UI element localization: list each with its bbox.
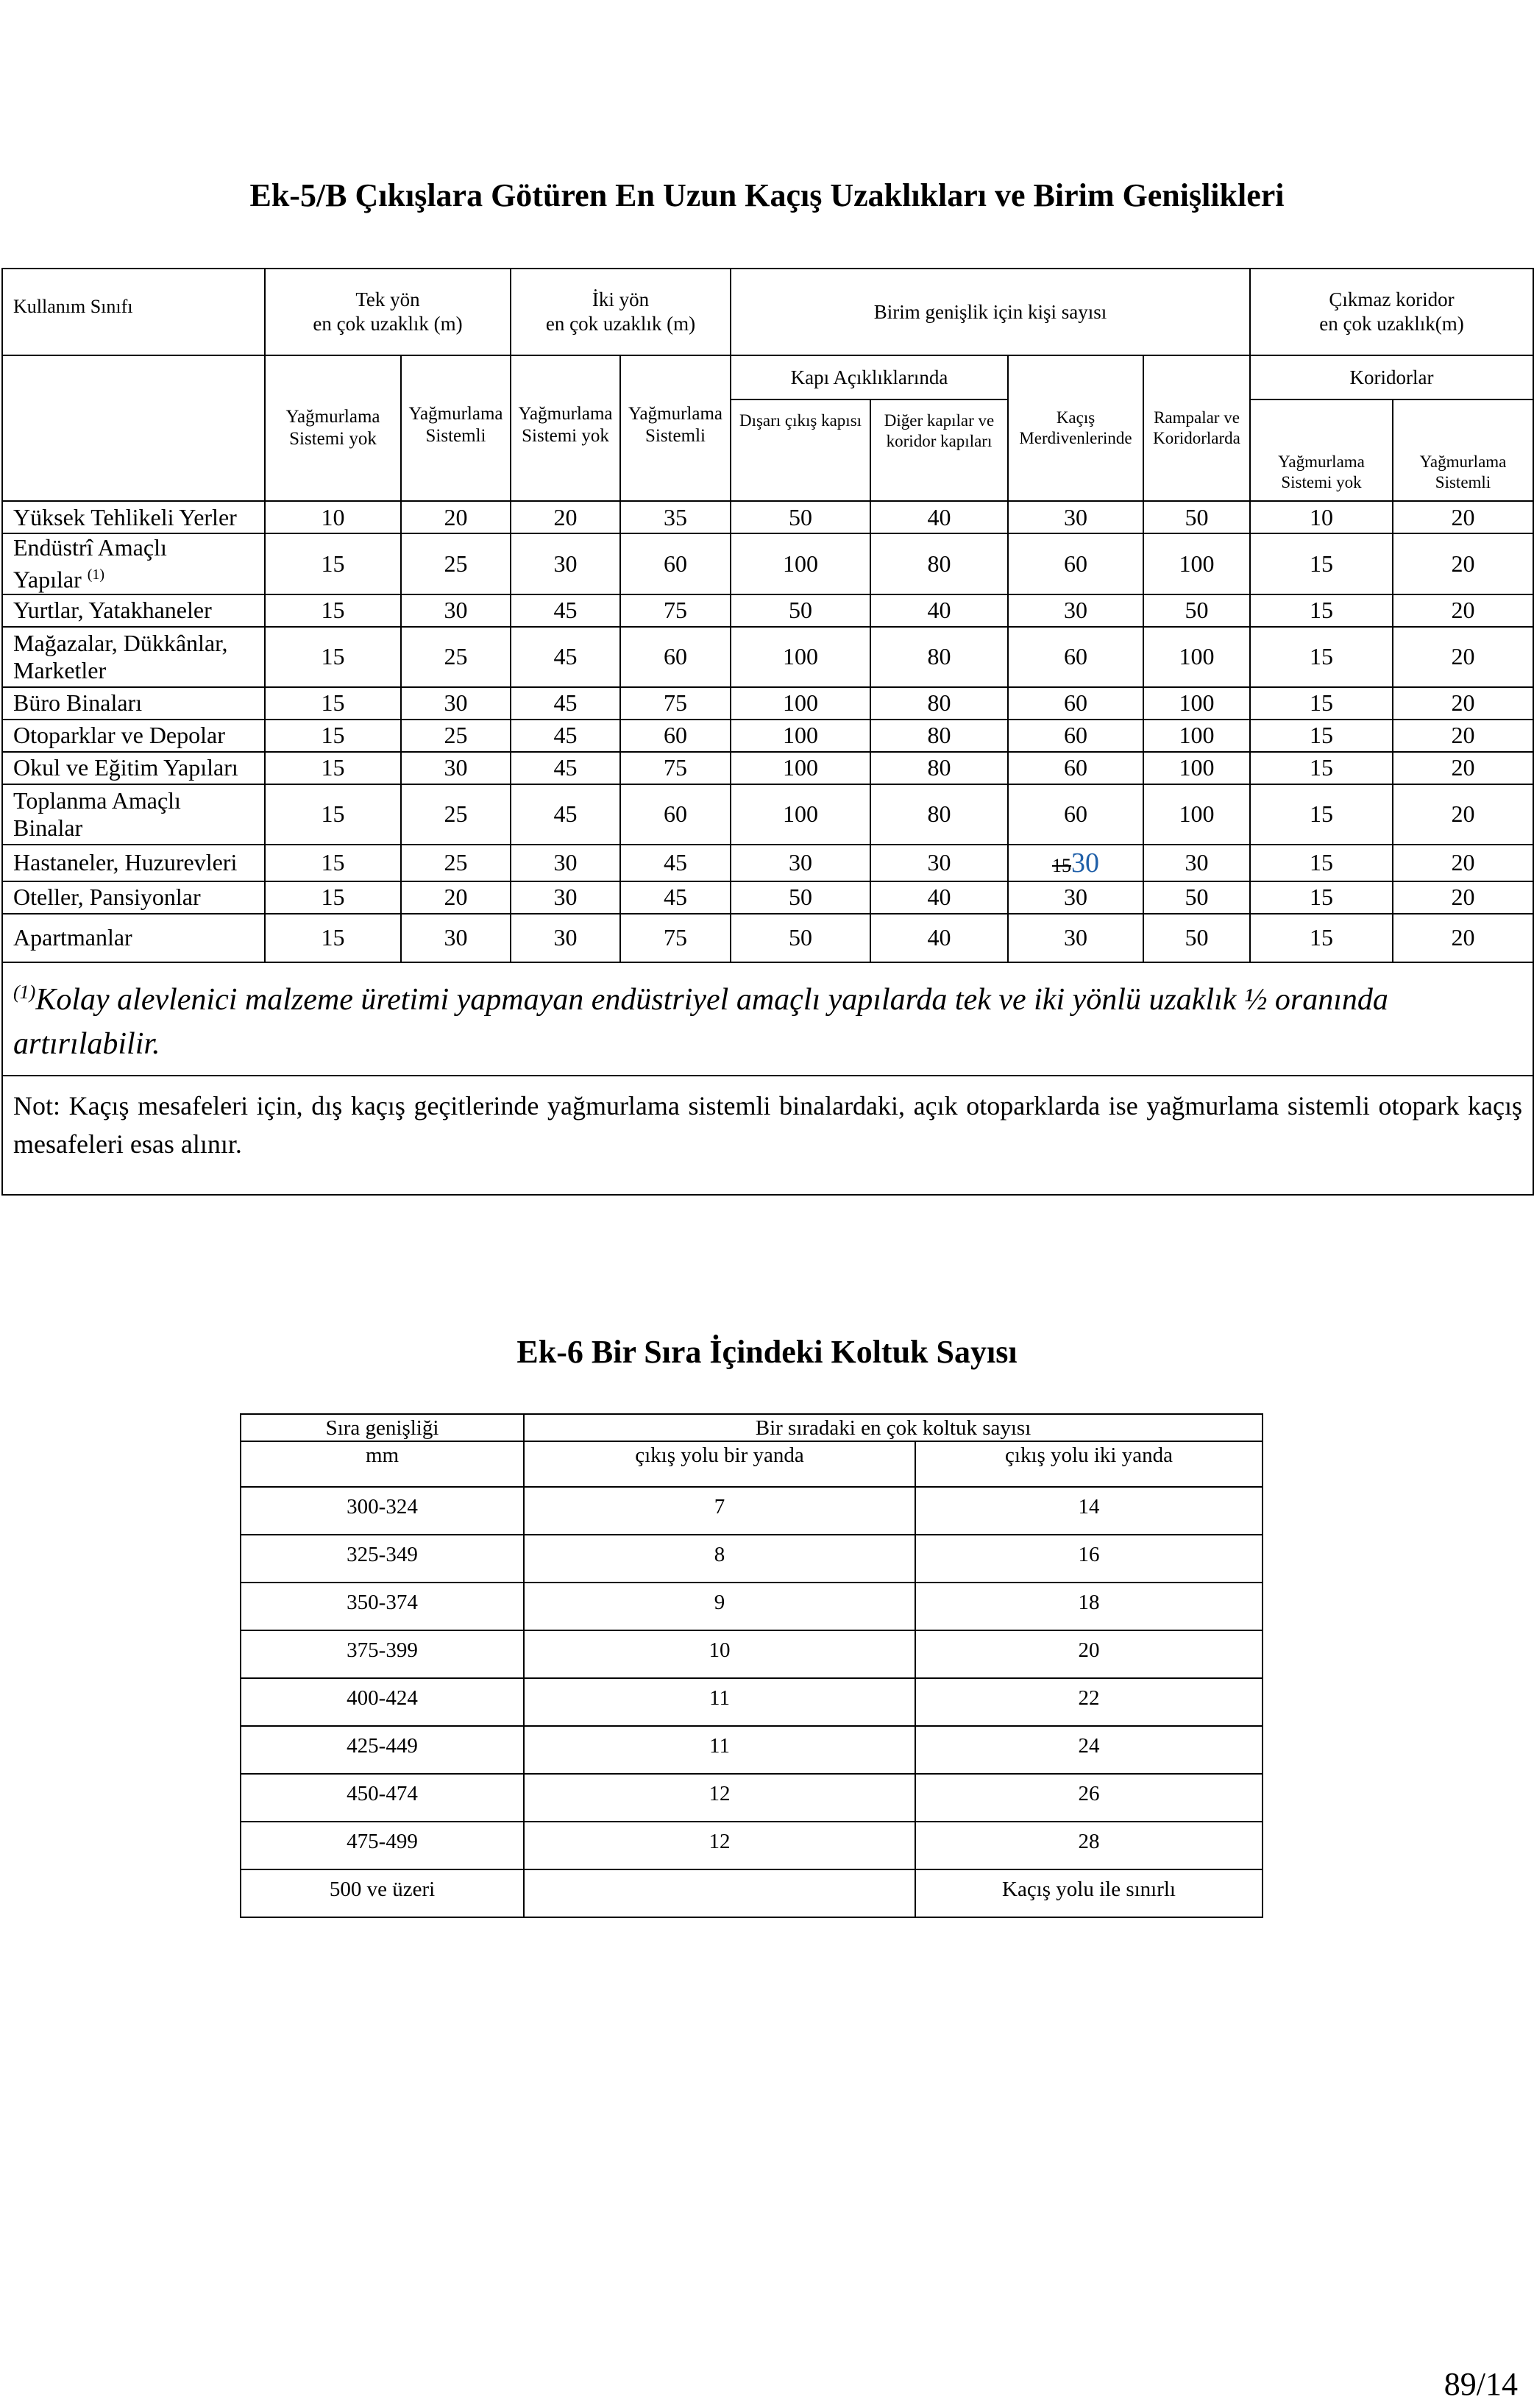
cell: 22 (915, 1678, 1263, 1726)
cell: 20 (1393, 627, 1533, 687)
cell: 25 (401, 845, 511, 881)
cell: 50 (1143, 501, 1250, 533)
table-row (2, 845, 1533, 881)
cell: 60 (1008, 533, 1143, 594)
annex-6-title: Ek-6 Bir Sıra İçindeki Koltuk Sayısı (516, 1334, 1018, 1370)
footnote-marker: (1) (87, 567, 105, 583)
header-no-sprinkler: Yağmurlama Sistemi yok (1250, 399, 1393, 501)
header-max-seats: Bir sıradaki en çok koltuk sayısı (524, 1414, 1263, 1441)
cell: 11 (524, 1678, 915, 1726)
cell: 45 (511, 784, 620, 845)
row-label: Büro Binaları (2, 687, 265, 720)
header-empty (2, 355, 265, 501)
cell: 25 (401, 627, 511, 687)
cell: 40 (870, 914, 1008, 962)
cell: 15 (265, 845, 401, 881)
cell: 15 (1250, 845, 1393, 881)
cell: 30 (1008, 501, 1143, 533)
cell: 45 (511, 627, 620, 687)
cell: 45 (511, 687, 620, 720)
table-row (241, 1583, 1263, 1630)
cell: 30 (870, 845, 1008, 881)
cell: 100 (731, 533, 870, 594)
header-sprinkler: Yağmurlama Sistemli (1393, 399, 1533, 501)
cell: 45 (620, 845, 731, 881)
table-row (2, 720, 1533, 752)
cell: 50 (731, 501, 870, 533)
cell: 75 (620, 752, 731, 784)
header-dead-end: Çıkmaz koridor en çok uzaklık(m) (1250, 269, 1533, 355)
cell: 20 (1393, 845, 1533, 881)
table-row (241, 1869, 1263, 1917)
cell: 20 (1393, 784, 1533, 845)
row-label: Otoparklar ve Depolar (2, 720, 265, 752)
header-unit-width: Birim genişlik için kişi sayısı (731, 269, 1250, 355)
cell: 50 (1143, 594, 1250, 627)
cell: 30 (511, 914, 620, 962)
header-sprinkler: Yağmurlama Sistemli (620, 355, 731, 501)
cell: 325-349 (241, 1535, 524, 1583)
table-row (2, 784, 1533, 845)
footnote: $^{(1)}$Kolay alevlenici malzeme üretimi yapmayan endüstriyel amaçlı yapılarda tek ve iki yönlü uzaklık ½ oranında artırılabilir. (2, 962, 1533, 1076)
row-label: Okul ve Eğitim Yapıları (2, 752, 265, 784)
cell: 15 (265, 627, 401, 687)
cell: 20 (1393, 752, 1533, 784)
table-row (2, 687, 1533, 720)
cell: 15 (265, 914, 401, 962)
cell: 50 (731, 914, 870, 962)
cell: 80 (870, 752, 1008, 784)
cell: 20 (401, 881, 511, 914)
header-corridors: Koridorlar (1250, 355, 1533, 399)
cell: 10 (524, 1630, 915, 1678)
cell: 15 (1250, 720, 1393, 752)
cell: 60 (620, 784, 731, 845)
cell: 20 (1393, 501, 1533, 533)
row-label: Yurtlar, Yatakhaneler (2, 594, 265, 627)
table-row (241, 1822, 1263, 1869)
cell: 80 (870, 533, 1008, 594)
cell: 45 (620, 881, 731, 914)
row-label: Hastaneler, Huzurevleri (2, 845, 265, 881)
row-label: Apartmanlar (2, 914, 265, 962)
cell: 50 (731, 881, 870, 914)
header-sprinkler: Yağmurlama Sistemli (401, 355, 511, 501)
cell: 30 (511, 533, 620, 594)
cell: 60 (1008, 720, 1143, 752)
table-row (2, 752, 1533, 784)
table-row (2, 914, 1533, 962)
cell: 9 (524, 1583, 915, 1630)
cell: 425-449 (241, 1726, 524, 1774)
row-label: Yüksek Tehlikeli Yerler (2, 501, 265, 533)
table-row (2, 594, 1533, 627)
cell: 475-499 (241, 1822, 524, 1869)
cell: 10 (1250, 501, 1393, 533)
cell: 8 (524, 1535, 915, 1583)
table-row (2, 627, 1533, 687)
cell: 60 (1008, 687, 1143, 720)
cell: 100 (1143, 687, 1250, 720)
cell: 26 (915, 1774, 1263, 1822)
cell: 80 (870, 720, 1008, 752)
cell: 60 (1008, 752, 1143, 784)
cell: 60 (620, 533, 731, 594)
cell: 15 (1250, 914, 1393, 962)
cell: 18 (915, 1583, 1263, 1630)
cell: 100 (1143, 752, 1250, 784)
cell: 12 (524, 1774, 915, 1822)
cell: 15 (265, 881, 401, 914)
cell: 100 (731, 752, 870, 784)
cell: 30 (511, 881, 620, 914)
cell: 80 (870, 687, 1008, 720)
cell: 375-399 (241, 1630, 524, 1678)
footnote-marker: (1) (13, 981, 36, 1003)
table-row (241, 1630, 1263, 1678)
cell: 45 (511, 752, 620, 784)
header-one-side: çıkış yolu bir yanda (524, 1441, 915, 1487)
table-row (2, 881, 1533, 914)
cell: 30 (401, 914, 511, 962)
cell: 60 (1008, 627, 1143, 687)
corrected-value: 30 (1071, 847, 1099, 878)
cell: 75 (620, 914, 731, 962)
cell: Kaçış yolu ile sınırlı (915, 1869, 1263, 1917)
cell: 30 (731, 845, 870, 881)
cell: 15 (265, 594, 401, 627)
cell: 30 (1008, 594, 1143, 627)
cell: 350-374 (241, 1583, 524, 1630)
cell: 35 (620, 501, 731, 533)
table-row (241, 1535, 1263, 1583)
cell: 80 (870, 784, 1008, 845)
header-ramps: Rampalar ve Koridorlarda (1143, 355, 1250, 501)
escape-distance-table (1, 268, 1534, 1196)
header-stairs: Kaçış Merdivenlerinde (1008, 355, 1143, 501)
cell: 75 (620, 594, 731, 627)
table-row (241, 1726, 1263, 1774)
cell: 30 (401, 594, 511, 627)
annex-5b-title: Ek-5/B Çıkışlara Götüren En Uzun Kaçış Uzaklıkları ve Birim Genişlikleri (249, 177, 1285, 213)
cell: 20 (1393, 533, 1533, 594)
cell: 50 (1143, 881, 1250, 914)
cell: 25 (401, 533, 511, 594)
header-no-sprinkler: Yağmurlama Sistemi yok (511, 355, 620, 501)
cell: 45 (511, 594, 620, 627)
cell: 100 (731, 627, 870, 687)
cell: 15 (1250, 881, 1393, 914)
cell: 20 (1393, 687, 1533, 720)
cell: 20 (1393, 881, 1533, 914)
cell: 30 (1143, 845, 1250, 881)
cell (524, 1869, 915, 1917)
table-row (241, 1678, 1263, 1726)
cell: 75 (620, 687, 731, 720)
cell: 15 (1250, 594, 1393, 627)
cell: 11 (524, 1726, 915, 1774)
cell: 15 (265, 687, 401, 720)
cell: 15 (265, 533, 401, 594)
cell: 100 (1143, 784, 1250, 845)
cell: 300-324 (241, 1487, 524, 1535)
cell: 60 (620, 627, 731, 687)
row-label: Oteller, Pansiyonlar (2, 881, 265, 914)
table-row (2, 501, 1533, 533)
header-exit-door: Dışarı çıkış kapısı (731, 399, 870, 501)
cell: 15 (1250, 687, 1393, 720)
header-no-sprinkler: Yağmurlama Sistemi yok (265, 355, 401, 501)
cell: 450-474 (241, 1774, 524, 1822)
cell: 15 (265, 784, 401, 845)
header-two-way: İki yön en çok uzaklık (m) (511, 269, 731, 355)
row-label: Mağazalar, Dükkânlar, Marketler (2, 627, 265, 687)
header-other-doors: Diğer kapılar ve koridor kapıları (870, 399, 1008, 501)
table-row (241, 1774, 1263, 1822)
cell: 50 (731, 594, 870, 627)
header-mm: mm (241, 1441, 524, 1487)
header-row-width: Sıra genişliği (241, 1414, 524, 1441)
seat-count-table (240, 1413, 1263, 1918)
cell: 30 (401, 687, 511, 720)
corrected-cell (1008, 845, 1143, 881)
cell: 20 (1393, 594, 1533, 627)
cell: 20 (1393, 914, 1533, 962)
cell: 25 (401, 720, 511, 752)
header-usage-class: Kullanım Sınıfı (2, 269, 265, 355)
cell: 12 (524, 1822, 915, 1869)
header-door-openings: Kapı Açıklıklarında (731, 355, 1008, 399)
cell: 15 (265, 720, 401, 752)
cell: 100 (1143, 627, 1250, 687)
cell: 24 (915, 1726, 1263, 1774)
row-label: Endüstrî Amaçlı Yapılar $^{(1)}$ (2, 533, 265, 594)
cell: 15 (1250, 533, 1393, 594)
row-label: Toplanma Amaçlı Binalar (2, 784, 265, 845)
cell: 15 (1250, 752, 1393, 784)
cell: 30 (511, 845, 620, 881)
cell: 25 (401, 784, 511, 845)
page-number: 89/14 (1444, 2366, 1518, 2402)
cell: 100 (1143, 720, 1250, 752)
cell: 28 (915, 1822, 1263, 1869)
cell: 16 (915, 1535, 1263, 1583)
cell: 15 (265, 752, 401, 784)
cell: 60 (1008, 784, 1143, 845)
cell: 400-424 (241, 1678, 524, 1726)
cell: 60 (620, 720, 731, 752)
cell: 500 ve üzeri (241, 1869, 524, 1917)
table-row (2, 533, 1533, 594)
cell: 20 (1393, 720, 1533, 752)
cell: 14 (915, 1487, 1263, 1535)
struck-value: 15 (1052, 854, 1071, 876)
table-row (241, 1487, 1263, 1535)
cell: 100 (731, 784, 870, 845)
cell: 20 (511, 501, 620, 533)
cell: 7 (524, 1487, 915, 1535)
cell: 50 (1143, 914, 1250, 962)
cell: 30 (1008, 881, 1143, 914)
header-two-sides: çıkış yolu iki yanda (915, 1441, 1263, 1487)
cell: 15 (1250, 784, 1393, 845)
cell: 40 (870, 594, 1008, 627)
cell: 30 (401, 752, 511, 784)
cell: 80 (870, 627, 1008, 687)
cell: 100 (731, 720, 870, 752)
cell: 40 (870, 501, 1008, 533)
cell: 100 (1143, 533, 1250, 594)
cell: 30 (1008, 914, 1143, 962)
cell: 20 (401, 501, 511, 533)
cell: 20 (915, 1630, 1263, 1678)
cell: 15 (1250, 627, 1393, 687)
cell: 40 (870, 881, 1008, 914)
cell: 100 (731, 687, 870, 720)
note: Not: Kaçış mesafeleri için, dış kaçış geçitlerinde yağmurlama sistemli binalardaki, açık otoparklarda ise yağmurlama sistemli otopark kaçış mesafeleri esas alınır. (2, 1076, 1533, 1195)
cell: 45 (511, 720, 620, 752)
cell: 10 (265, 501, 401, 533)
header-one-way: Tek yön en çok uzaklık (m) (265, 269, 511, 355)
